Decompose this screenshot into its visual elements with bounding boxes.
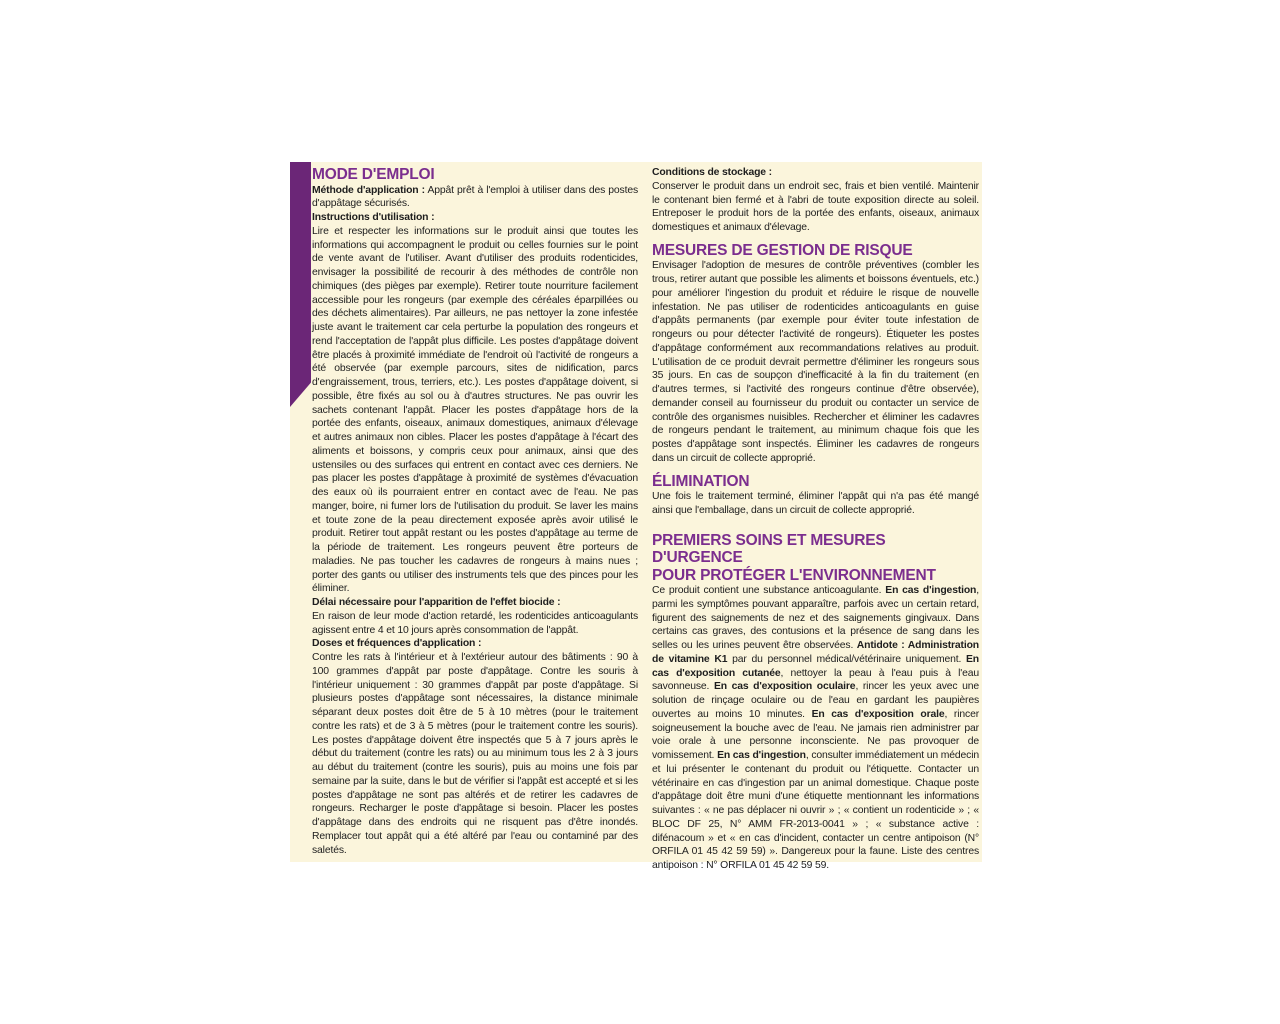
premiers-soins-heading-line2: POUR PROTÉGER L'ENVIRONNEMENT: [652, 566, 936, 584]
left-column: [312, 166, 638, 857]
ps-bold-4: En cas d'exposition oculaire: [713, 681, 856, 693]
gestion-risque-heading: MESURES DE GESTION DE RISQUE: [652, 241, 913, 259]
doses-text: Contre les rats à l'intérieur et à l'extérieur autour des bâtiments : 90 à 100 grammes d'appât par poste d'appâtage. Contre les souris à l'intérieur uniquement : 30 grammes d'appât par poste d'appâtage. Si plusieurs postes d'appâtage sont nécessaires, la distance minimale séparant deux postes doit être de 5 à 10 mètres (pour le traitement contre les rats) et de 3 à 5 mètres (pour le traitement contre les souris). Les postes d'appâtage doivent être inspectés que 5 à 7 jours après le début du traitement (contre les rats) ou au minimum tous les 2 à 3 jours au début du traitement (contre les souris), puis au moins une fois par semaine par la suite, dans le but de vérifier si l'appât est accepté et si les postes d'appâtage ne sont pas altérés et de retirer les cadavres de rongeurs. Recharger le poste d'appâtage si besoin. Placer les postes d'appâtage dans des endroits qui ne risquent pas d'être inondés. Remplacer tout appât qui a été altéré par l'eau ou contaminé par des saletés.: [312, 652, 638, 856]
elimination-heading: ÉLIMINATION: [652, 472, 750, 490]
premiers-soins-heading: [652, 532, 979, 585]
instructions-label: Instructions d'utilisation :: [312, 212, 435, 223]
ps-text-6: , rincer soigneusement la bouche avec de l'eau. Ne jamais rien administrer par voie orale à une personne inconsciente. Ne pas provoquer de vomissement.: [652, 708, 980, 761]
ps-text-3: par du personnel médical/vétérinaire uniquement.: [727, 653, 967, 665]
ps-text-2: , parmi les symptômes pouvant apparaître, parfois avec un certain retard, figurent des saignements de nez et des saignements gingivaux. Dans certains cas graves, des contusions et la présence de sang dans les selles ou les urines peuvent être observées.: [652, 585, 980, 651]
ps-bold-1: En cas d'ingestion: [885, 585, 977, 596]
methode-label: Méthode d'application :: [312, 184, 425, 196]
gestion-risque-text: Envisager l'adoption de mesures de contrôle préventives (combler les trous, retirer autant que possible les aliments et boissons éventuels, etc.) pour améliorer l'ingestion du produit et réduire le risque de nouvelle infestation. Ne pas utiliser de rodenticides anticoagulants en guise d'appâts permanents (par exemple pour éviter toute infestation de rongeurs ou pour détecter l'activité de rongeurs). Étiqueter les postes d'appâtage conformément aux recommandations relatives au produit. L'utilisation de ce produit devrait permettre d'éliminer les rongeurs sous 35 jours. En cas de soupçon d'inefficacité à la fin du traitement (en d'autres termes, si l'activité des rongeurs continue d'être observée), demander conseil au fournisseur du produit ou contacter un service de contrôle des organismes nuisibles. Rechercher et éliminer les cadavres de rongeurs pendant le traitement, au minimum chaque fois que les postes d'appâtage sont inspectés. Éliminer les cadavres de rongeurs dans un circuit de collecte approprié.: [652, 260, 979, 464]
mode-emploi-heading: MODE D'EMPLOI: [312, 166, 435, 183]
ps-text-1: Ce produit contient une substance anticoagulante.: [652, 585, 886, 596]
ps-bold-6: En cas d'ingestion: [717, 750, 806, 761]
elimination-text: Une fois le traitement terminé, éliminer l'appât qui n'a pas été mangé ainsi que l'emballage, dans un circuit de collecte approprié.: [652, 491, 979, 516]
purple-accent-bar: [290, 162, 311, 407]
doses-label: Doses et fréquences d'application :: [312, 638, 482, 650]
delai-label: Délai nécessaire pour l'apparition de l'effet biocide :: [312, 597, 561, 608]
right-column: [652, 166, 979, 873]
ps-bold-2: Antidote : Administration de vitamine K1: [652, 640, 979, 665]
stockage-label: Conditions de stockage :: [652, 167, 772, 178]
ps-text-4: , nettoyer la peau à l'eau puis à l'eau savonneuse.: [652, 667, 979, 693]
ps-bold-5: En cas d'exposition orale: [811, 708, 945, 720]
ps-text-5: , rincer les yeux avec une solution de rinçage oculaire ou de l'eau en gardant les paupières ouvertes au moins 10 minutes.: [652, 681, 980, 720]
methode-text: Appât prêt à l'emploi à utiliser dans des postes d'appâtage sécurisés.: [312, 184, 638, 210]
ps-bold-3: En cas d'exposition cutanée: [652, 653, 979, 679]
methode-paragraph: [312, 184, 638, 212]
product-label-panel: [290, 162, 982, 871]
premiers-soins-text: [652, 584, 979, 873]
ps-text-7: , consulter immédiatement un médecin et lui présenter le contenant du produit ou l'étiquette. Contacter un vétérinaire en cas d'ingestion par un animal domestique. Chaque poste d'appâtage doit être muni d'une étiquette mentionnant les informations suivantes : « ne pas déplacer ni ouvrir » ; « contient un rodenticide » ; « BLOC DF 25, N° AMM FR-2013-0041 » ; « substance active : difénacoum » et « en cas d'incident, contacter un centre antipoison (N° ORFILA 01 45 42 59 59) ». Dangereux pour la faune. Liste des centres antipoison : N° ORFILA 01 45 42 59 59.: [652, 750, 979, 871]
instructions-text: Lire et respecter les informations sur le produit ainsi que toutes les informations qui accompagnent le produit ou celles fournies sur le point de vente avant de l'utiliser. Avant d'utiliser des produits rodenticides, envisager la possibilité de recourir à des méthodes de contrôle non chimiques (des pièges par exemple). Retirer toute nourriture facilement accessible pour les rongeurs (par exemple des céréales éparpillées ou des déchets alimentaires). Par ailleurs, ne pas nettoyer la zone infestée juste avant le traitement car cela perturbe la population des rongeurs et rend l'acceptation de l'appât plus difficile. Les postes d'appâtage doivent être placés à proximité immédiate de l'endroit où l'activité de rongeurs a été observée (par exemple parcours, sites de nidification, parcs d'engraissement, trous, terriers, etc.). Les postes d'appâtage doivent, si possible, être fixés au sol ou à d'autres structures. Ne pas ouvrir les sachets contenant l'appât. Placer les postes d'appâtage hors de la portée des enfants, oiseaux, animaux domestiques, animaux d'élevage et autres animaux non cibles. Placer les postes d'appâtage à l'écart des aliments et boissons, y compris ceux pour animaux, ainsi que des ustensiles ou des surfaces qui entrent en contact avec ces derniers. Ne pas placer les postes d'appâtage à proximité de systèmes d'évacuation des eaux où ils pourraient entrer en contact avec de l'eau. Ne pas manger, boire, ni fumer lors de l'utilisation du produit. Se laver les mains et toute zone de la peau directement exposée après avoir utilisé le produit. Retirer tout appât restant ou les postes d'appâtage au terme de la période de traitement. Les rongeurs peuvent être porteurs de maladies. Ne pas toucher les cadavres de rongeurs à mains nues ; porter des gants ou utiliser des instruments tels que des pinces pour les éliminer.: [312, 225, 638, 595]
premiers-soins-heading-line1: PREMIERS SOINS ET MESURES D'URGENCE: [652, 531, 886, 566]
delai-text: En raison de leur mode d'action retardé, les rodenticides anticoagulants agissent entre 4 et 10 jours après consommation de l'appât.: [312, 610, 638, 636]
stockage-text: Conserver le produit dans un endroit sec, frais et bien ventilé. Maintenir le contenant bien fermé et à l'abri de toute exposition directe au soleil. Entreposer le produit hors de la portée des enfants, oiseaux, animaux domestiques et animaux d'élevage.: [652, 180, 979, 233]
